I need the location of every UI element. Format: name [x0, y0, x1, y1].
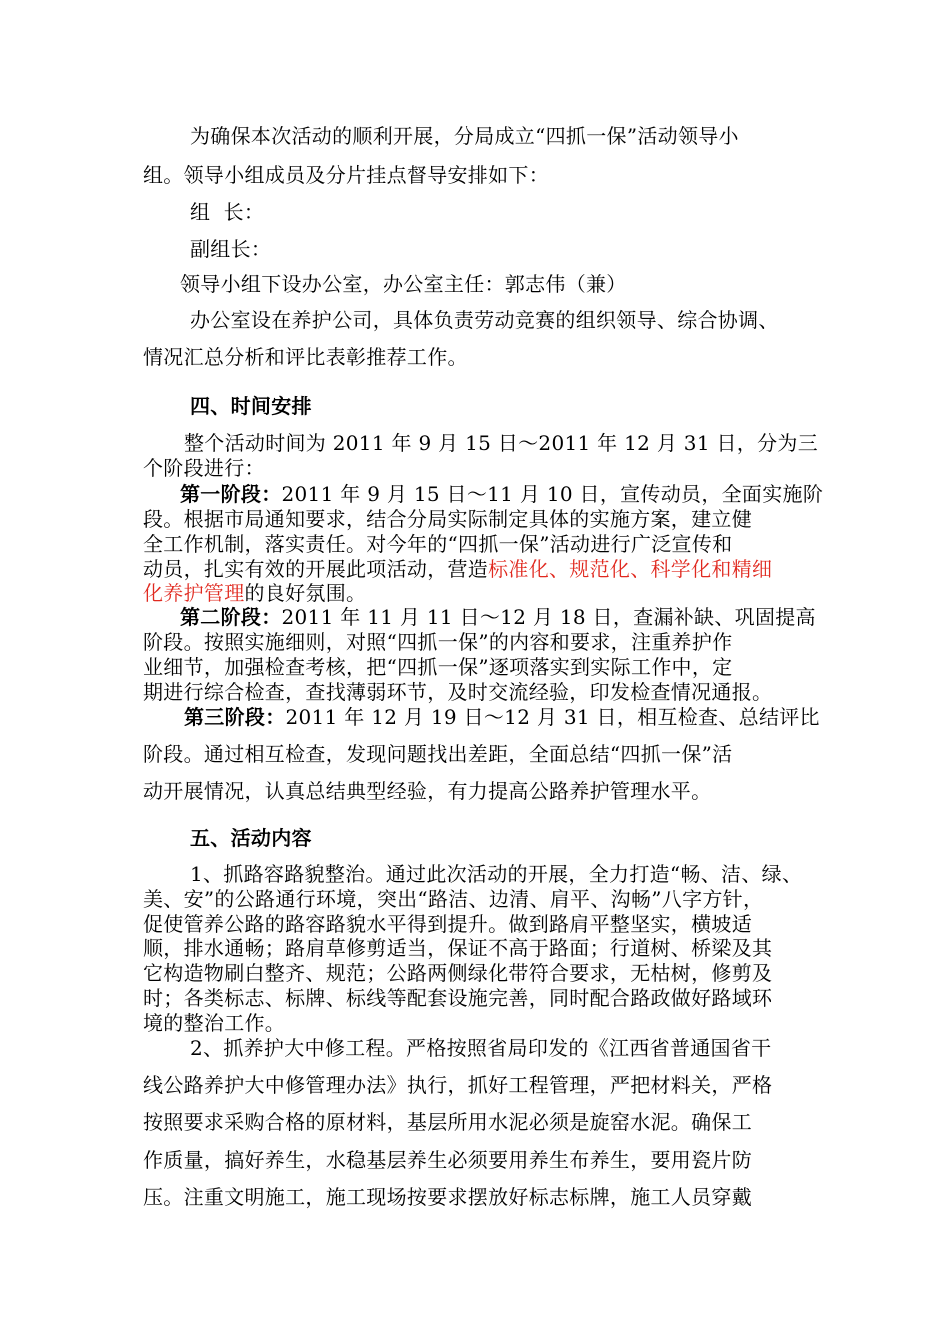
item-1-line-1: 1、抓路容路貌整治。通过此次活动的开展，全力打造“畅、洁、绿、: [190, 862, 803, 886]
stage-3-line-2: 阶段。通过相互检查，发现问题找出差距，全面总结“四抓一保”活: [143, 742, 733, 766]
office-desc-line-1: 办公室设在养护公司，具体负责劳动竞赛的组织领导、综合协调、: [190, 308, 779, 332]
item-2-line-3: 按照要求采购合格的原材料，基层所用水泥必须是旋窑水泥。确保工: [143, 1110, 752, 1134]
item-2-line-5: 压。注重文明施工，施工现场按要求摆放好标志标牌，施工人员穿戴: [143, 1185, 752, 1209]
stage-3-label: 第三阶段：: [184, 705, 286, 729]
stage-2-line-3: 业细节，加强检查考核，把“四抓一保”逐项落实到实际工作中，定: [143, 655, 733, 679]
stage-2-text: 2011 年 11 月 11 日～12 月 18 日，查漏补缺、巩固提高: [281, 605, 816, 629]
stage-1-line-5: [143, 581, 366, 605]
item-1-line-5: 它构造物刷白整齐、规范；公路两侧绿化带符合要求，无枯树，修剪及: [143, 961, 773, 985]
leader-label: 组 长：: [190, 200, 265, 224]
stage-2-line-2: 阶段。按照实施细则，对照“四抓一保”的内容和要求，注重养护作: [143, 630, 733, 654]
item-2-line-4: 作质量，搞好养生，水稳基层养生必须要用养生布养生，要用瓷片防: [143, 1148, 752, 1172]
item-2-line-1: 2、抓养护大中修工程。严格按照省局印发的《江西省普通国省干: [190, 1036, 772, 1060]
section-5-heading: 五、活动内容: [190, 826, 312, 850]
item-2-line-2: 线公路养护大中修管理办法》执行，抓好工程管理，严把材料关，严格: [143, 1073, 773, 1097]
item-1-line-4: 顺，排水通畅；路肩草修剪适当，保证不高于路面；行道树、桥梁及其: [143, 936, 773, 960]
stage-1-line-4: [143, 557, 772, 581]
stage-2-line-4: 期进行综合检查，查找薄弱环节，及时交流经验，印发检查情况通报。: [143, 680, 773, 704]
stage-2-label: 第二阶段：: [180, 605, 282, 629]
schedule-overview-line-2: 个阶段进行：: [143, 456, 265, 480]
stage-3-line-1: [184, 705, 820, 729]
stage-1-highlight: 标准化、规范化、科学化和精细: [488, 557, 773, 581]
intro-line-2: 组。领导小组成员及分片挂点督导安排如下：: [143, 163, 549, 187]
intro-line-1: 为确保本次活动的顺利开展，分局成立“四抓一保”活动领导小: [190, 124, 739, 148]
stage-1-highlight-cont: 化养护管理: [143, 581, 245, 605]
stage-1-text: 2011 年 9 月 15 日～11 月 10 日，宣传动员，全面实施阶: [281, 482, 824, 506]
stage-1-line-1: [180, 482, 823, 506]
stage-3-line-3: 动开展情况，认真总结典型经验，有力提高公路养护管理水平。: [143, 779, 712, 803]
section-4-heading: 四、时间安排: [190, 394, 312, 418]
item-1-line-7: 境的整治工作。: [143, 1011, 286, 1035]
stage-1-label: 第一阶段：: [180, 482, 282, 506]
item-1-line-6: 时；各类标志、标牌、标线等配套设施完善，同时配合路政做好路域环: [143, 986, 773, 1010]
stage-3-text: 2011 年 12 月 19 日～12 月 31 日，相互检查、总结评比: [285, 705, 820, 729]
stage-2-line-1: [180, 605, 816, 629]
stage-1-line-2: 段。根据市局通知要求，结合分局实际制定具体的实施方案，建立健: [143, 507, 752, 531]
stage-1-line-3: 全工作机制，落实责任。对今年的“四抓一保”活动进行广泛宣传和: [143, 532, 733, 556]
item-1-line-3: 促使管养公路的路容路貌水平得到提升。做到路肩平整坚实，横坡适: [143, 912, 752, 936]
stage-1-line-4-text: 动员，扎实有效的开展此项活动，营造: [143, 557, 489, 581]
item-1-line-2: 美、安”的公路通行环境，突出“路洁、边清、肩平、沟畅”八字方针，: [143, 887, 764, 911]
schedule-overview-line-1: 整个活动时间为 2011 年 9 月 15 日～2011 年 12 月 31 日，分为三: [184, 431, 818, 455]
office-line: 领导小组下设办公室，办公室主任：郭志伟（兼）: [180, 272, 627, 296]
deputy-label: 副组长：: [190, 237, 272, 261]
stage-1-line-5-text: 的良好氛围。: [244, 581, 367, 605]
office-desc-line-2: 情况汇总分析和评比表彰推荐工作。: [143, 345, 468, 369]
